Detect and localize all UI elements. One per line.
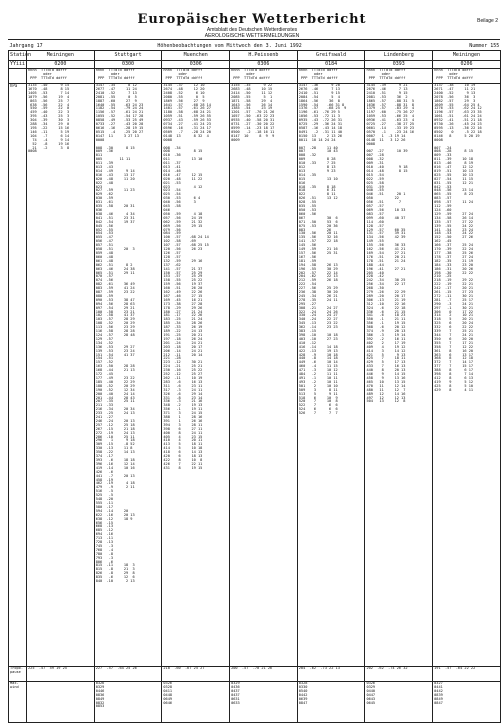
tropopause-label: Tropo- pause <box>9 667 27 682</box>
column-header <box>365 69 433 84</box>
station-data <box>230 84 298 667</box>
standard-levels: 3137 -38 10 19 2671 -47 11 21 2400 -52 9 13 2078 -56 36 3 1862 -57 29 3 1609 -55 -64 25 4 1276 -53 -62 24 12 1196 -57 -63 23 35 1061 -51 -61 24 24 0932 -41 -51 21 18 0730 -26 -45 24 23 0595 -13 -36 22 16 0502 0 -5 22 18 0146 8 5 20 19 0008 <box>434 83 482 142</box>
station-name: Meiningen <box>27 51 95 61</box>
standard-levels: 3135 -40 9 15 1670 -48 8 15 1405 -53 7 14 1079 -56 19 4 863 -56 25 7 638 -56 22 4 550 -59 22 0 459 -40 22 3 395 -43 25 3 304 -39 30 3 288 -34 29 0 195 -22 15 16 146 -11 5 19 104 -7 6 14 74 -4 9 14 52 -8 19 16 21 -2 3 8 0008 <box>28 83 70 154</box>
report-subtitle: Amtsblatt des Deutschen Wetterdienstes <box>206 27 298 33</box>
significant-levels: 007 -28 11 40 007 10 43 008 -32 009 8 28 010 -33 7 25 012 8 13 013 9 23 014 -35 015 13 10 016 018 -35 8 18 018 6 31 022 8 11 026 -51 13 12 028 -55 035 -55 050 -53 060 -56 067 30 6 071 -50 53 6 075 -53 20 36 083 26 130 -56 20 11 135 -56 32 16 141 -57 22 18 145 -56 149 -59 21 16 157 -56 25 31 167 -56 181 -59 194 -58 26 13 196 -55 30 29 202 -57 22 14 204 -62 22 13 212 -59 26 18 222 -54 227 -56 25 29 236 -38 30 20 245 -34 26 21 278 -35 24 11 295 -27 308 -21 24 27 322 -24 24 26 330 -24 24 27 340 -24 22 27 345 -13 23 22 362 -14 23 23 383 -15 398 -10 10 18 403 -10 27 23 410 -12 416 -14 14 18 422 -13 19 13 428 -9 10 18 440 -8 14 18 449 -6 10 14 460 -4 11 15 471 -3 10 12 484 -2 11 11 491 -1 10 11 493 -2 10 11 501 2 10 10 509 3 8 11 513 5 9 11 518 6 10 9 520 7 10 8 522 7 6 6 524 6 6 6 526 7 7 7 <box>298 145 338 416</box>
station-name: Meiningen <box>433 51 501 61</box>
report-section-title: AEROLOGISCHE WETTERMELDUNGEN <box>204 33 300 39</box>
maxwind-value: 0329 0436 0437 0437 0631 0633 <box>230 682 298 723</box>
standard-levels: 3147 -36 9 20 2676 -46 7 13 2410 -51 9 15 2084 -54 5 4 1864 -56 36 8 1590 -54 -66 31 8 1376 -57 -68 25 9 1196 -61 -76 29 5 1056 -53 -72 11 3 0935 -43 -72 26 31 0725 -29 -36 24 31 0587 -16 -43 14 18 0491 -2 -31 11 40 0150 13 2 13 26 0011 10 14 24 24 <box>298 83 347 142</box>
column-header-text: hhhh TTTdTd ddfff oder PPP TTTdTd ddfff <box>434 68 474 80</box>
station-name: Stuttgart <box>94 51 162 61</box>
column-header <box>297 69 365 84</box>
maxwind-value: 0326 0329 0446 0836 0849 0832 0853 <box>94 682 162 723</box>
station-name: Greifswald <box>297 51 365 61</box>
column-header <box>230 69 298 84</box>
station-data <box>94 84 162 667</box>
station-code: 0184 <box>297 61 365 69</box>
station-data <box>27 84 95 667</box>
jahrgang: Jahrgang 17 <box>9 43 43 49</box>
station-data <box>297 84 365 667</box>
station-code: 0200 <box>27 61 95 69</box>
station-data <box>433 84 501 667</box>
significant-levels: 008 -34 008 8 15 010 -36 011 13 10 011 -37 013 -41 014 -46 016 -47 12 15 020 -48 11 22 021 -53 023 4 12 023 -54 025 -54 030 -53 6 4 040 -56 3 045 -58 046 050 -59 4 18 057 -56 24 19 062 -59 21 32 069 -56 29 15 079 -56 084 -59 100 -57 -68 24 14 102 -58 -69 107 -57 -68 25 15 120 -56 26 23 126 -57 128 -57 132 -59 29 16 137 -62 141 -57 21 37 150 -57 25 29 153 -57 25 29 158 -55 25 22 159 -56 19 37 160 -51 26 20 162 -49 22 26 167 -46 27 15 169 -45 16 21 173 -38 27 28 178 -29 29 26 180 -27 21 24 181 -17 22 26 183 -25 21 24 185 -34 28 26 187 -33 26 19 189 -22 24 13 191 -25 20 21 197 -18 26 24 201 -24 24 21 203 -18 20 17 206 -14 24 21 212 -11 20 14 221 -28 223 -12 30 21 224 -21 25 21 230 -16 25 22 252 -12 25 27 262 -11 10 19 283 -6 16 13 311 -6 23 11 317 -3 24 11 326 -6 29 14 331 -8 23 14 336 -3 21 16 348 -2 19 13 356 -1 19 11 371 3 24 15 388 1 28 16 391 1 26 16 394 3 28 11 398 6 27 11 400 8 24 11 405 4 23 15 410 4 20 11 413 5 18 11 414 5 10 18 418 6 14 13 420 6 18 13 422 8 10 8 426 7 22 11 431 8 19 15 <box>163 145 209 470</box>
tropopause-value: 191 -57 -64 22 22 <box>433 667 501 682</box>
column-header <box>162 69 230 84</box>
tropopause-value: 225 -57 59 19 25 <box>27 667 95 682</box>
station-name: Lindenberg <box>365 51 433 61</box>
maxwind-value: 0328 0330 0540 0442 0639 0847 <box>297 682 365 723</box>
column-header-row <box>9 69 501 84</box>
maxwind-label: Max- wind <box>9 682 27 723</box>
header-rule <box>8 39 500 40</box>
station-code: 0300 <box>94 61 162 69</box>
column-header-text: hhhh TTTdTd ddfff oder PPP TTTdTd ddfff <box>28 68 67 80</box>
yyiii-label: YYiii <box>10 61 26 67</box>
maxwind-value: 0326 0328 0411 0448 0649 0646 <box>162 682 230 723</box>
station-name: Muenchen <box>162 51 230 61</box>
tropopause-value: 200 -57 -70 21 26 <box>230 667 298 682</box>
station-label: Station <box>9 51 27 61</box>
column-header-text: hhhh TTTdTd ddfff oder PPP TTTdTd ddfff <box>95 68 135 80</box>
tropopause-value: 202 -62 -74 26 32 <box>365 667 433 682</box>
issue-number: Nummer 155 <box>469 43 500 49</box>
maxwind-value: 0327 0441 0442 0839 0849 0847 <box>433 682 501 723</box>
station-code: 0306 <box>162 61 230 69</box>
upper-air-table <box>8 42 501 723</box>
column-header-text: hhhh TTTdTd ddfff oder PPP TTTdTd ddfff <box>298 68 338 80</box>
observation-date: Höhenbeobachtungen vom Mittwoch den 3. Juni 1992 <box>157 43 302 49</box>
empty-cell <box>9 69 27 84</box>
observation-data-row <box>9 84 501 667</box>
station-data <box>162 84 230 667</box>
maxwind-value: 0326 0329 0440 0447 0643 0645 <box>365 682 433 723</box>
significant-levels: 008 -30 8 15 009 -36 011 005 11 11 011 -39 013 -43 014 -49 9 14 016 -43 13 17 020 -48 11 20 022 -48 023 027 -59 11 23 029 -62 030 -59 031 -61 035 -58 20 31 036 038 -46 4 34 041 -51 23 31 042 -54 19 37 045 -56 052 -55 054 -53 055 -47 056 -47 057 -51 058 -51 20 3 059 -48 060 -48 061 -48 062 -51 8 2 063 -46 24 38 065 -51 29 11 070 -57 074 -56 082 -61 36 49 083 -59 41 24 087 -59 23 22 088 -59 090 -53 38 47 094 -56 28 63 097 -54 29 21 100 -58 23 21 102 -58 41 37 103 -57 28 29 108 -52 20 29 113 -56 23 29 116 -58 28 28 124 -57 28 48 129 -57 134 -52 136 -53 29 27 139 -53 23 24 151 -54 41 37 154 -51 157 -52 163 -50 28 28 168 -44 21 13 172 -45 177 -49 23 22 185 -40 22 29 188 -52 20 29 190 -52 12 34 200 -40 24 14 201 -44 28 43 207 -35 25 11 211 -33 216 -34 20 34 233 -25 24 13 241 -27 246 -24 20 13 257 -12 25 18 267 -15 21 18 272 -19 24 13 286 -10 25 11 296 1 9 18 309 -15 -8 52 330 -13 11 8 358 -22 14 13 374 -17 393 -6 18 18 396 -16 12 14 419 -14 10 16 426 -6 441 -7 20 13 458 -19 462 -19 4 18 479 -9 2 11 516 -5 525 -5 548 -20 555 -11 580 -17 594 -14 20 622 -16 20 13 638 -12 18 9 656 -15 668 -13 685 -12 694 -16 713 -11 728 -13 745 -3 768 -4 780 -8 793 -3 806 -6 815 -11 18 3 815 -8 21 3 826 -8 29 8 835 -6 12 6 840 -10 2 13 <box>95 145 135 584</box>
column-header-text: hhhh TTTdTd ddfff oder PPP TTTdTd ddfff <box>366 68 406 80</box>
standard-levels: 3155 -35 9 22 2683 -48 10 15 2414 -50 11 12 2085 -55 5 1 1871 -58 29 4 1643 -56 26 14 1385 -54 23 19 1201 -57 -70 21 26 1057 -50 -63 22 23 0935 -40 -58 20 31 0731 -27 -30 20 22 0599 -14 -23 18 17 0500 -2 -18 16 11 0147 10 8 9 9 0009 <box>231 83 275 142</box>
standard-levels: 3145 -39 9 21 2676 -46 7 13 2410 -51 9 15 2081 -53 36 2 1865 -57 -88 31 5 1636 -57 -88 31 8 1379 -57 -83 29 4 1197 -60 -75 26 27 1059 -53 -66 25 4 0936 -41 -63 23 4 0725 -27 -38 27 25 0601 -14 -33 19 23 0570 -1 -23 24 16 0007 1 -3 19 14 0148 11 3 12 26 0008 <box>366 83 415 146</box>
station-code: 0206 <box>433 61 501 69</box>
beilage-label: Beilage 2 <box>477 18 498 24</box>
column-header-text: hhhh TTTdTd ddfff oder PPP TTTdTd ddfff <box>163 68 203 80</box>
maxwind-row <box>9 682 501 723</box>
info-row <box>9 42 501 51</box>
standard-levels: 3145 -37 12 10 2674 -48 12 20 2408 -52 6 10 2080 -55 0 5 1869 -56 27 9 1641 -57 -68 28 14 1401 -57 -61 26 27 1180 -58 -68 24 21 1059 -51 -59 26 55 0937 -43 -59 26 53 0734 -27 -41 24 23 0596 -16 -31 24 17 0509 -7 -28 24 20 0148 13 8 32 4 0008 <box>163 83 211 142</box>
column-header <box>94 69 162 84</box>
tropopause-row <box>9 667 501 682</box>
station-data <box>365 84 433 667</box>
hpa-label: hPa <box>9 84 27 667</box>
column-header <box>433 69 501 84</box>
significant-levels: 007 -27 10 39 007 -28 008 -32 009 -31 010 -40 9 18 014 -48 8 15 015 -54 022 -59 025 -58 031 -59 040 -55 046 -51 20 1 050 22 056 -51 7 057 -57 069 -56 10 33 083 -57 099 -60 40 37 114 -60 128 -57 129 -57 60 35 131 -57 39 31 134 -56 42 39 149 -55 155 -56 36 33 162 -56 41 21 169 -54 27 21 176 -51 20 21 178 -51 21 24 188 -44 196 -41 27 21 205 -40 228 -42 242 -34 30 25 256 -34 22 17 268 -30 279 -26 22 29 289 -20 20 17 306 -13 21 19 312 -10 22 16 324 -6 22 18 336 -6 21 15 341 -6 18 23 350 -1 21 11 356 -1 19 15 368 -6 20 12 374 -9 20 13 386 -3 19 14 392 -2 16 11 402 2 17 19 409 4 19 12 414 3 14 12 421 5 9 13 425 7 18 11 429 5 17 13 433 7 16 13 440 8 20 13 446 9 14 15 458 9 13 16 465 10 13 15 470 11 12 14 480 11 12 7 489 12 14 16 497 12 12 13 504 13 12 8 <box>366 149 408 404</box>
station-code: 0306 <box>230 61 298 69</box>
maxwind-value <box>27 682 95 723</box>
tropopause-value: 210 -60 -67 25 27 <box>162 667 230 682</box>
column-header <box>27 69 95 84</box>
station-name: H.Peissenb <box>230 51 298 61</box>
station-code: 0393 <box>365 61 433 69</box>
station-name-row <box>9 51 501 61</box>
standard-levels: 3147 -35 8 12 2677 -47 11 24 2410 -52 7 13 2081 -55 0 5 1887 -60 27 9 1640 -55 -63 24 23 1182 -54 -79 24 24 1156 -57 -61 24 21 1055 -52 -54 17 28 0858 -49 -53 25 49 0733 -27 -43 20 28 0616 -16 -28 19 15 0515 -4 -25 20 27 0147 11 3 27 13 0008 <box>95 83 144 142</box>
column-header-text: hhhh TTTdTd ddfff oder PPP TTTdTd ddfff <box>231 68 271 80</box>
tropopause-value: 227 -57 -64 25 26 <box>94 667 162 682</box>
tropopause-value: 204 -62 -73 22 13 <box>297 667 365 682</box>
significant-levels: 007 -24 008 -28 8 15 009 -33 011 -39 10 18 013 -46 8 19 016 -47 12 12 019 -51 10 13 025 -55 10 13 027 -54 11 15 031 -55 12 21 042 -53 048 -56 23 14 065 -55 8 23 083 -57 098 -57 11 24 112 -59 124 -60 129 -59 27 24 134 -58 26 14 135 -57 27 22 139 -55 24 22 141 -54 23 24 148 -53 24 22 152 -50 27 26 162 -45 166 -37 25 24 170 -39 22 24 177 -38 25 26 178 -37 27 24 182 -35 21 19 184 -33 23 20 186 -31 20 26 198 -30 22 22 210 -25 218 -19 29 22 222 -19 22 21 242 -17 20 21 261 -15 27 23 272 -11 30 21 281 -7 25 17 290 -3 24 21 297 -1 30 21 306 0 17 22 314 2 10 21 318 5 20 21 325 6 20 24 332 6 22 22 339 7 25 21 344 7 24 21 350 6 20 20 355 7 17 21 358 7 12 22 361 8 16 20 363 6 13 17 368 8 12 18 372 7 14 17 377 7 15 17 388 8 6 17 398 8 7 14 412 8 6 13 419 9 5 12 425 8 5 10 429 8 4 11 <box>434 145 474 392</box>
report-title: Europäischer Wetterbericht <box>137 12 367 27</box>
